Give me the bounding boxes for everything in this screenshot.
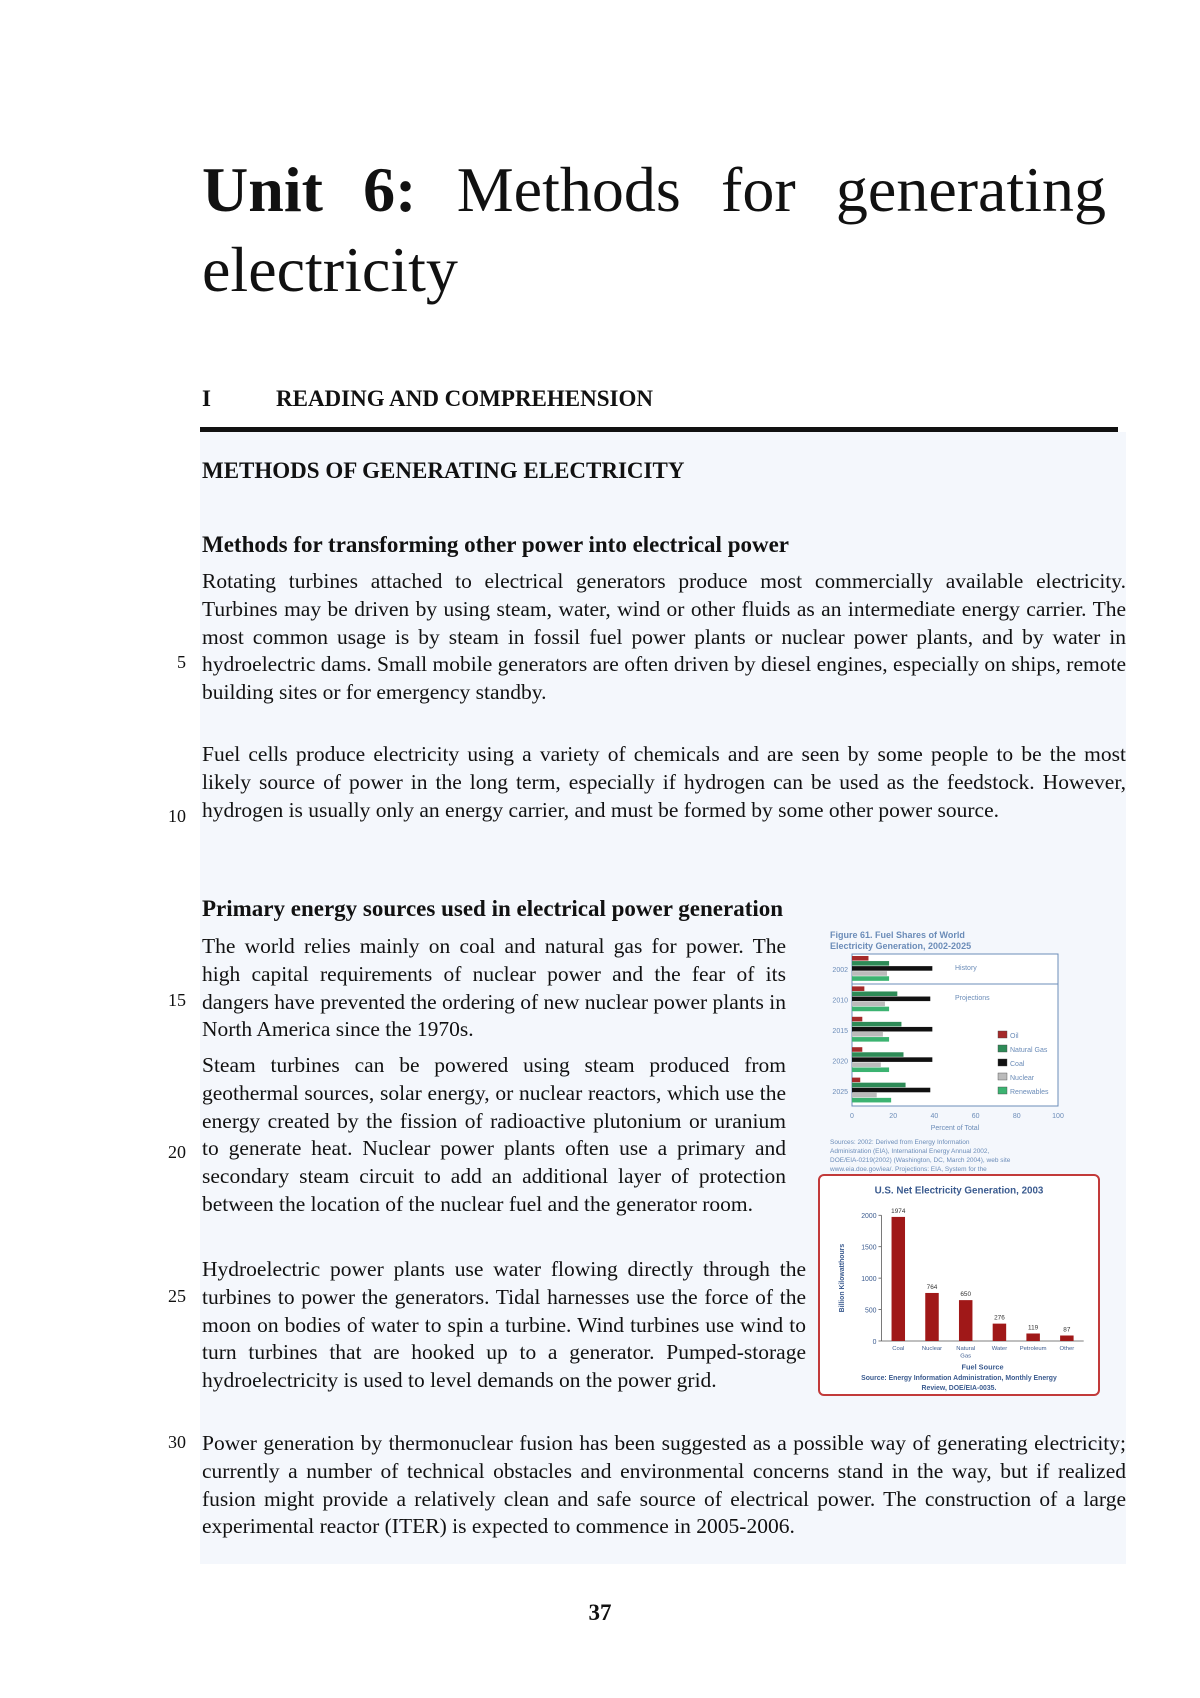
bar-renewables xyxy=(852,1037,889,1042)
bar-renewables xyxy=(852,1098,891,1103)
category-label: 2015 xyxy=(832,1028,848,1035)
bar-nuclear xyxy=(852,971,887,976)
bar-coal xyxy=(852,966,932,971)
data-label: 764 xyxy=(926,1284,938,1292)
category-label: Coal xyxy=(892,1345,905,1352)
y-axis-label: Billion Kilowatthours xyxy=(839,1243,847,1313)
legend-swatch xyxy=(998,1073,1007,1080)
category-label: 2025 xyxy=(832,1088,848,1096)
y-tick-label: 2000 xyxy=(861,1213,877,1221)
data-label: 276 xyxy=(994,1314,1005,1322)
bar xyxy=(892,1217,905,1341)
bar-renewables xyxy=(852,976,889,981)
line-number: 20 xyxy=(168,1142,186,1162)
category-label: 2020 xyxy=(832,1058,848,1066)
bar-coal xyxy=(852,1057,932,1062)
data-label: 87 xyxy=(1063,1326,1071,1334)
bar xyxy=(1026,1333,1039,1340)
paragraph-fuel-cells: Fuel cells produce electricity using a variety of chemicals and are seen by some people to be the most likely source of power in the long term, especially if hydrogen can be used as the feedstock. However, hydrogen is usually only an energy carrier, and must be formed by some other power source. xyxy=(202,742,1126,822)
bar-oil xyxy=(852,956,868,961)
subheading-transforming: Methods for transforming other power into electrical power xyxy=(202,532,790,557)
region-label: Projections xyxy=(955,995,990,1002)
bar-nuclear xyxy=(852,1062,881,1067)
line-number: 15 xyxy=(168,990,186,1010)
bar-natural-gas xyxy=(852,991,897,996)
legend-label: Renewables xyxy=(1010,1089,1049,1096)
bar-oil xyxy=(852,1017,862,1022)
x-axis-label: Fuel Source xyxy=(961,1362,1004,1372)
bar-oil xyxy=(852,1078,860,1083)
bar-oil xyxy=(852,986,864,991)
bar xyxy=(993,1324,1006,1341)
legend-label: Coal xyxy=(1010,1061,1025,1068)
y-tick-label: 500 xyxy=(865,1307,877,1315)
x-tick-label: 80 xyxy=(1012,1113,1021,1120)
chart-title: U.S. Net Electricity Generation, 2003 xyxy=(874,1185,1044,1197)
legend-swatch xyxy=(998,1087,1007,1094)
chart-source-line: Administration (EIA), International Energy Annual 2002, xyxy=(830,1148,990,1155)
chart-source-line: Sources: 2002: Derived from Energy Information xyxy=(830,1139,970,1146)
unit-title xyxy=(202,150,1106,310)
category-label: 2010 xyxy=(832,997,848,1005)
x-tick-label: 0 xyxy=(850,1113,854,1120)
bar-nuclear xyxy=(852,1002,885,1007)
data-label: 650 xyxy=(960,1291,972,1299)
legend-swatch xyxy=(998,1045,1007,1052)
x-axis-label: Percent of Total xyxy=(930,1125,980,1132)
legend-swatch xyxy=(998,1031,1007,1038)
y-tick-label: 1000 xyxy=(861,1276,877,1284)
fuel-shares-chart xyxy=(820,928,1100,1182)
bar-coal xyxy=(852,997,930,1002)
chart-source-line: Analysis of xyxy=(830,1175,862,1182)
subheading-primary-sources: Primary energy sources used in electrical power generation xyxy=(202,896,784,921)
bar-coal xyxy=(852,1088,930,1093)
bar-renewables xyxy=(852,1067,889,1072)
bar-oil xyxy=(852,1047,862,1052)
category-label: Nuclear xyxy=(921,1345,943,1352)
bar-coal xyxy=(852,1027,932,1032)
bar xyxy=(1060,1336,1073,1341)
section-number: I xyxy=(202,386,211,411)
category-label: Petroleum xyxy=(1019,1345,1047,1352)
legend-label: Nuclear xyxy=(1010,1075,1035,1082)
section-label: READING AND COMPREHENSION xyxy=(276,386,653,411)
bar xyxy=(959,1300,972,1341)
paragraph-steam-turbines: Steam turbines can be powered using steam produced from geothermal sources, solar energy, or nuclear reactors, which use the energy created by the fission of radioactive plutonium or uranium to generate heat. Nuclear power plants often use a primary and secondary steam circuit to add an additional layer of protection between the location of the nuclear fuel and the generator room. xyxy=(202,1053,786,1216)
us-generation-chart xyxy=(818,1174,1100,1396)
bar-natural-gas xyxy=(852,1022,901,1027)
paragraph-hydroelectric: Hydroelectric power plants use water flowing directly through the turbines to power the generators. Tidal harnesses use the force of the moon on bodies of water to spin a turbine. Wind turbines use wind to turn turbines that are hooked up to a generator. Pumped-storage hydroelectricity is used to level demands on the power grid. xyxy=(202,1257,806,1393)
paragraph-coal-gas: The world relies mainly on coal and natural gas for power. The high capital requirements of nuclear power and the fear of its dangers have prevented the ordering of new nuclear power plants in North America since the 1970s. xyxy=(202,934,786,1042)
x-tick-label: 60 xyxy=(971,1113,980,1120)
x-tick-label: 40 xyxy=(930,1113,939,1120)
category-label: Gas xyxy=(960,1353,972,1360)
reading-heading: METHODS OF GENERATING ELECTRICITY xyxy=(202,458,685,483)
chart-source-line: DOE/EIA-0219(2002) (Washington, DC, March 2004), web site xyxy=(830,1157,1011,1164)
paragraph-turbines: Rotating turbines attached to electrical generators produce most commercially available electricity. Turbines may be driven by using steam, water, wind or other fluids as an intermediate energy carrier. The most common usage is by steam in fossil fuel power plants or nuclear power plants, and by water in hydroelectric dams. Small mobile generators are often driven by diesel engines, especially on ships, remote building sites or for emergency standby. xyxy=(202,569,1126,705)
chart-source-line: Review, DOE/EIA-0035. xyxy=(921,1385,997,1393)
legend-swatch xyxy=(998,1059,1007,1066)
chart-title-line: Electricity Generation, 2002-2025 xyxy=(830,941,972,951)
region-label: History xyxy=(955,965,977,972)
legend-label: Oil xyxy=(1010,1033,1019,1040)
bar-natural-gas xyxy=(852,961,889,966)
x-tick-label: 20 xyxy=(889,1113,898,1120)
unit-number: Unit 6: xyxy=(202,154,417,225)
line-number: 25 xyxy=(168,1286,186,1306)
section-heading xyxy=(202,386,653,412)
chart-title-line: Figure 61. Fuel Shares of World xyxy=(830,930,965,940)
bar-natural-gas xyxy=(852,1052,904,1057)
bar-natural-gas xyxy=(852,1083,906,1088)
bar-renewables xyxy=(852,1007,889,1012)
category-label: 2002 xyxy=(832,967,848,975)
line-number: 30 xyxy=(168,1432,186,1452)
bar xyxy=(925,1293,938,1341)
unit-title-line1: Methods for generating xyxy=(456,154,1106,225)
y-tick-label: 1500 xyxy=(861,1244,877,1252)
legend-label: Natural Gas xyxy=(1010,1047,1048,1054)
x-tick-label: 100 xyxy=(1052,1113,1064,1120)
unit-title-line2: electricity xyxy=(202,234,458,305)
category-label: Other xyxy=(1059,1345,1075,1352)
data-label: 119 xyxy=(1028,1324,1039,1332)
category-label: Water xyxy=(991,1345,1008,1352)
line-number: 10 xyxy=(168,806,186,826)
bar-nuclear xyxy=(852,1032,883,1037)
chart-source-line: www.eia.doe.gov/iea/. Projections: EIA, System for the xyxy=(830,1166,987,1173)
data-label: 1974 xyxy=(891,1207,906,1215)
page-number: 37 xyxy=(588,1600,612,1625)
chart-source-line: Source: Energy Information Administration, Monthly Energy xyxy=(861,1375,1057,1383)
line-number: 5 xyxy=(177,652,186,672)
category-label: Natural xyxy=(956,1345,976,1352)
bar-nuclear xyxy=(852,1093,877,1098)
paragraph-fusion: Power generation by thermonuclear fusion has been suggested as a possible way of generating electricity; currently a number of technical obstacles and environmental concerns stand in the way, but if realized fusion might provide a relatively clean and safe source of electrical power. The construction of a large experimental reactor (ITER) is expected to commence in 2005-2006. xyxy=(202,1431,1126,1539)
y-tick-label: 0 xyxy=(872,1338,877,1346)
